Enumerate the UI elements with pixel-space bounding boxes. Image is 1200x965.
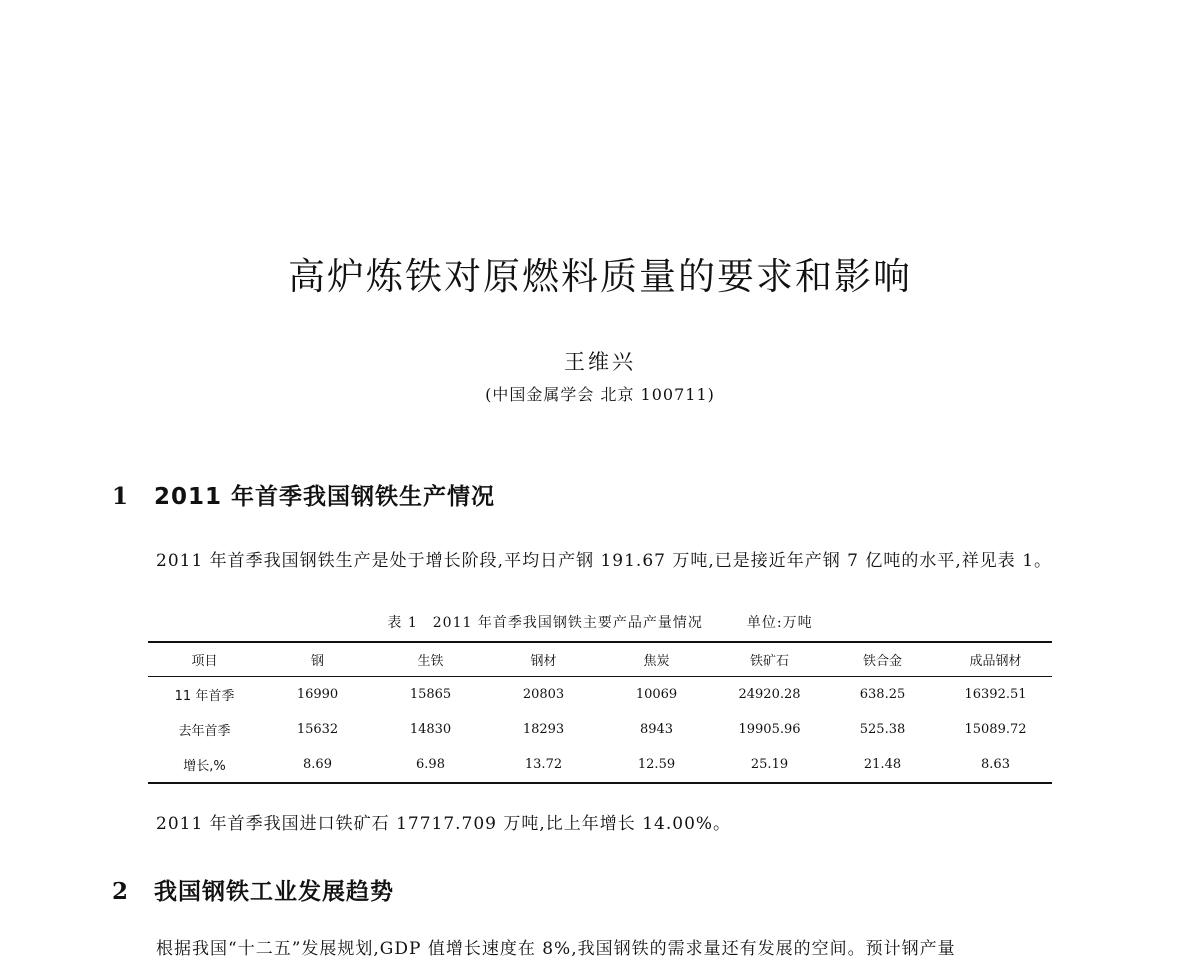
table-row: [148, 712, 1052, 747]
table-header-cell: 生铁: [417, 654, 444, 669]
author-name: 王维兴: [564, 350, 636, 374]
table-cell: 13.72: [524, 757, 563, 772]
table-1-caption-text: 表 1 2011 年首季我国钢铁主要产品产量情况: [387, 615, 703, 631]
section-1-title: 2011 年首季我国钢铁生产情况: [154, 484, 496, 510]
table-header-cell: 焦炭: [643, 654, 670, 669]
table-cell: 24920.28: [738, 687, 801, 702]
table-header-cell: 铁合金: [862, 654, 902, 669]
section-1-number: 1: [112, 483, 130, 510]
table-cell: 18293: [522, 722, 565, 737]
table-1-caption: [0, 612, 1200, 632]
table-row-label: 增长,%: [183, 759, 226, 774]
table-cell: 10069: [635, 687, 678, 702]
table-cell: 25.19: [750, 757, 789, 772]
table-cell: 16990: [296, 687, 339, 702]
table-cell: 19905.96: [738, 722, 801, 737]
table-cell: 16392.51: [964, 687, 1027, 702]
table-row: [148, 747, 1052, 783]
section-2-paragraph: 根据我国“十二五”发展规划,GDP 值增长速度在 8%,我国钢铁的需求量还有发展的空间。预计钢产量: [156, 939, 956, 959]
section-1-heading: [112, 478, 495, 511]
section-2-heading: [112, 873, 394, 906]
table-1-unit: 单位:万吨: [746, 615, 813, 631]
table-header-cell: 铁矿石: [749, 654, 789, 669]
table-header-cell: 项目: [191, 654, 218, 669]
author-affiliation: (中国金属学会 北京 100711): [485, 385, 715, 404]
table-1: [148, 641, 1052, 784]
table-cell: 638.25: [859, 687, 906, 702]
table-row-label: 11 年首季: [174, 689, 235, 704]
table-cell: 21.48: [863, 757, 902, 772]
table-row: [148, 677, 1052, 713]
table-header-cell: 成品钢材: [969, 654, 1022, 669]
section-2-number: 2: [112, 878, 130, 905]
table-header-cell: 钢: [310, 654, 324, 669]
table-cell: 15865: [409, 687, 452, 702]
table-cell: 15632: [296, 722, 339, 737]
table-cell: 525.38: [859, 722, 906, 737]
section-1-paragraph-2: 2011 年首季我国进口铁矿石 17717.709 万吨,比上年增长 14.00%。: [156, 814, 732, 834]
table-cell: 12.59: [637, 757, 676, 772]
section-2-title: 我国钢铁工业发展趋势: [154, 879, 394, 905]
table-header-row: [148, 642, 1052, 677]
paper-title: 高炉炼铁对原燃料质量的要求和影响: [288, 255, 912, 298]
table-cell: 8.69: [303, 757, 332, 772]
table-cell: 8.63: [981, 757, 1010, 772]
table-cell: 20803: [522, 687, 565, 702]
table-cell: 6.98: [416, 757, 445, 772]
table-header-cell: 钢材: [530, 654, 557, 669]
section-1-paragraph: 2011 年首季我国钢铁生产是处于增长阶段,平均日产钢 191.67 万吨,已是接近年产钢 7 亿吨的水平,祥见表 1。: [156, 551, 1053, 571]
table-cell: 14830: [409, 722, 452, 737]
table-cell: 15089.72: [964, 722, 1027, 737]
table-cell: 8943: [639, 722, 674, 737]
table-row-label: 去年首季: [178, 724, 231, 739]
